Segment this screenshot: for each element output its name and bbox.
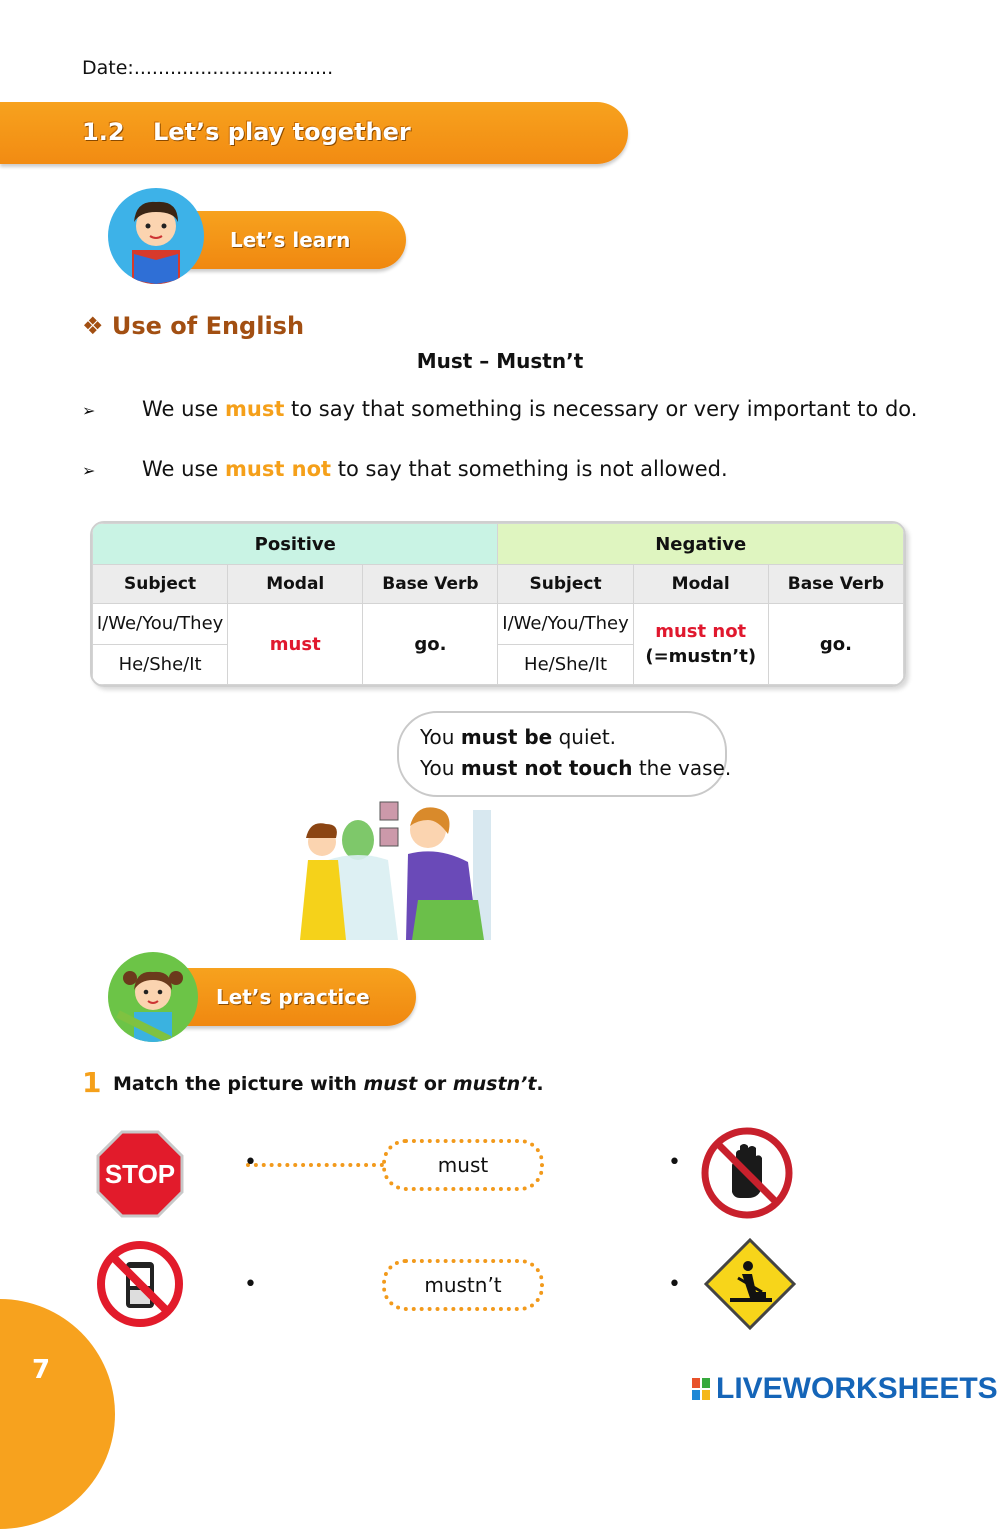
- col-base-verb: Base Verb: [768, 565, 903, 604]
- boy-reading-avatar: [108, 188, 204, 284]
- positive-modal-cell: must: [228, 604, 363, 685]
- col-subject: Subject: [93, 565, 228, 604]
- no-touching-hand-icon: [700, 1126, 794, 1220]
- match-dot[interactable]: •: [244, 1150, 257, 1175]
- arrow-bullet-icon: ➢: [82, 401, 96, 420]
- col-base-verb: Base Verb: [363, 565, 498, 604]
- match-dot[interactable]: •: [668, 1272, 681, 1297]
- negative-modal-full: must not: [655, 621, 747, 642]
- speech-line-2: You must not touch the vase.: [420, 756, 732, 780]
- subject-cell: He/She/It: [498, 644, 633, 685]
- seatbelt-sign-icon: [702, 1236, 798, 1332]
- no-phone-icon: [96, 1240, 184, 1328]
- stop-sign-text: STOP: [104, 1159, 176, 1189]
- match-dot[interactable]: •: [244, 1272, 257, 1297]
- grammar-title: Must – Mustn’t: [416, 349, 584, 373]
- lets-practice-label: Let’s practice: [216, 985, 370, 1009]
- positive-header: Positive: [93, 524, 498, 565]
- girl-pencil-avatar: [108, 952, 198, 1042]
- mother-child-vase-illustration: [288, 790, 508, 950]
- match-connector-line: [246, 1163, 384, 1167]
- rule-bullet-must: ➢ We use must to say that something is necessary or very important to do.: [82, 397, 918, 421]
- subject-cell: I/We/You/They: [93, 604, 228, 645]
- negative-verb-cell: go.: [768, 604, 903, 685]
- exercise-instruction: Match the picture with must or mustn’t.: [113, 1073, 544, 1095]
- match-dot[interactable]: •: [668, 1150, 681, 1175]
- rule-bullet-must-not: ➢ We use must not to say that something is not allowed.: [82, 457, 728, 481]
- exercise-number: 1: [82, 1066, 102, 1099]
- speech-bubble: [397, 711, 727, 797]
- grammar-table: [90, 521, 906, 687]
- highlight-must: must: [224, 397, 285, 421]
- use-of-english-heading: ❖ Use of English: [82, 312, 305, 340]
- lets-learn-label: Let’s learn: [230, 228, 351, 252]
- section-number: 1.2: [82, 118, 125, 146]
- section-title: Let’s play together: [153, 118, 411, 146]
- positive-verb-cell: go.: [363, 604, 498, 685]
- subject-cell: He/She/It: [93, 644, 228, 685]
- option-must[interactable]: must: [382, 1139, 544, 1191]
- liveworksheets-logo-icon: [692, 1378, 710, 1400]
- subject-cell: I/We/You/They: [498, 604, 633, 645]
- col-modal: Modal: [228, 565, 363, 604]
- col-modal: Modal: [633, 565, 768, 604]
- negative-modal-cell: [633, 604, 768, 685]
- page-corner-shape: [0, 1299, 115, 1529]
- highlight-must-not: must not: [224, 457, 332, 481]
- speech-line-1: You must be quiet.: [420, 725, 617, 749]
- col-subject: Subject: [498, 565, 633, 604]
- negative-header: Negative: [498, 524, 904, 565]
- negative-modal-short: (=mustn’t): [645, 646, 757, 667]
- liveworksheets-brand: LIVEWORKSHEETS: [716, 1372, 998, 1405]
- date-label: Date:.................................: [82, 57, 334, 79]
- page-number: 7: [32, 1355, 51, 1385]
- stop-sign-icon: [96, 1130, 184, 1218]
- arrow-bullet-icon: ➢: [82, 461, 96, 480]
- option-mustnt[interactable]: mustn’t: [382, 1259, 544, 1311]
